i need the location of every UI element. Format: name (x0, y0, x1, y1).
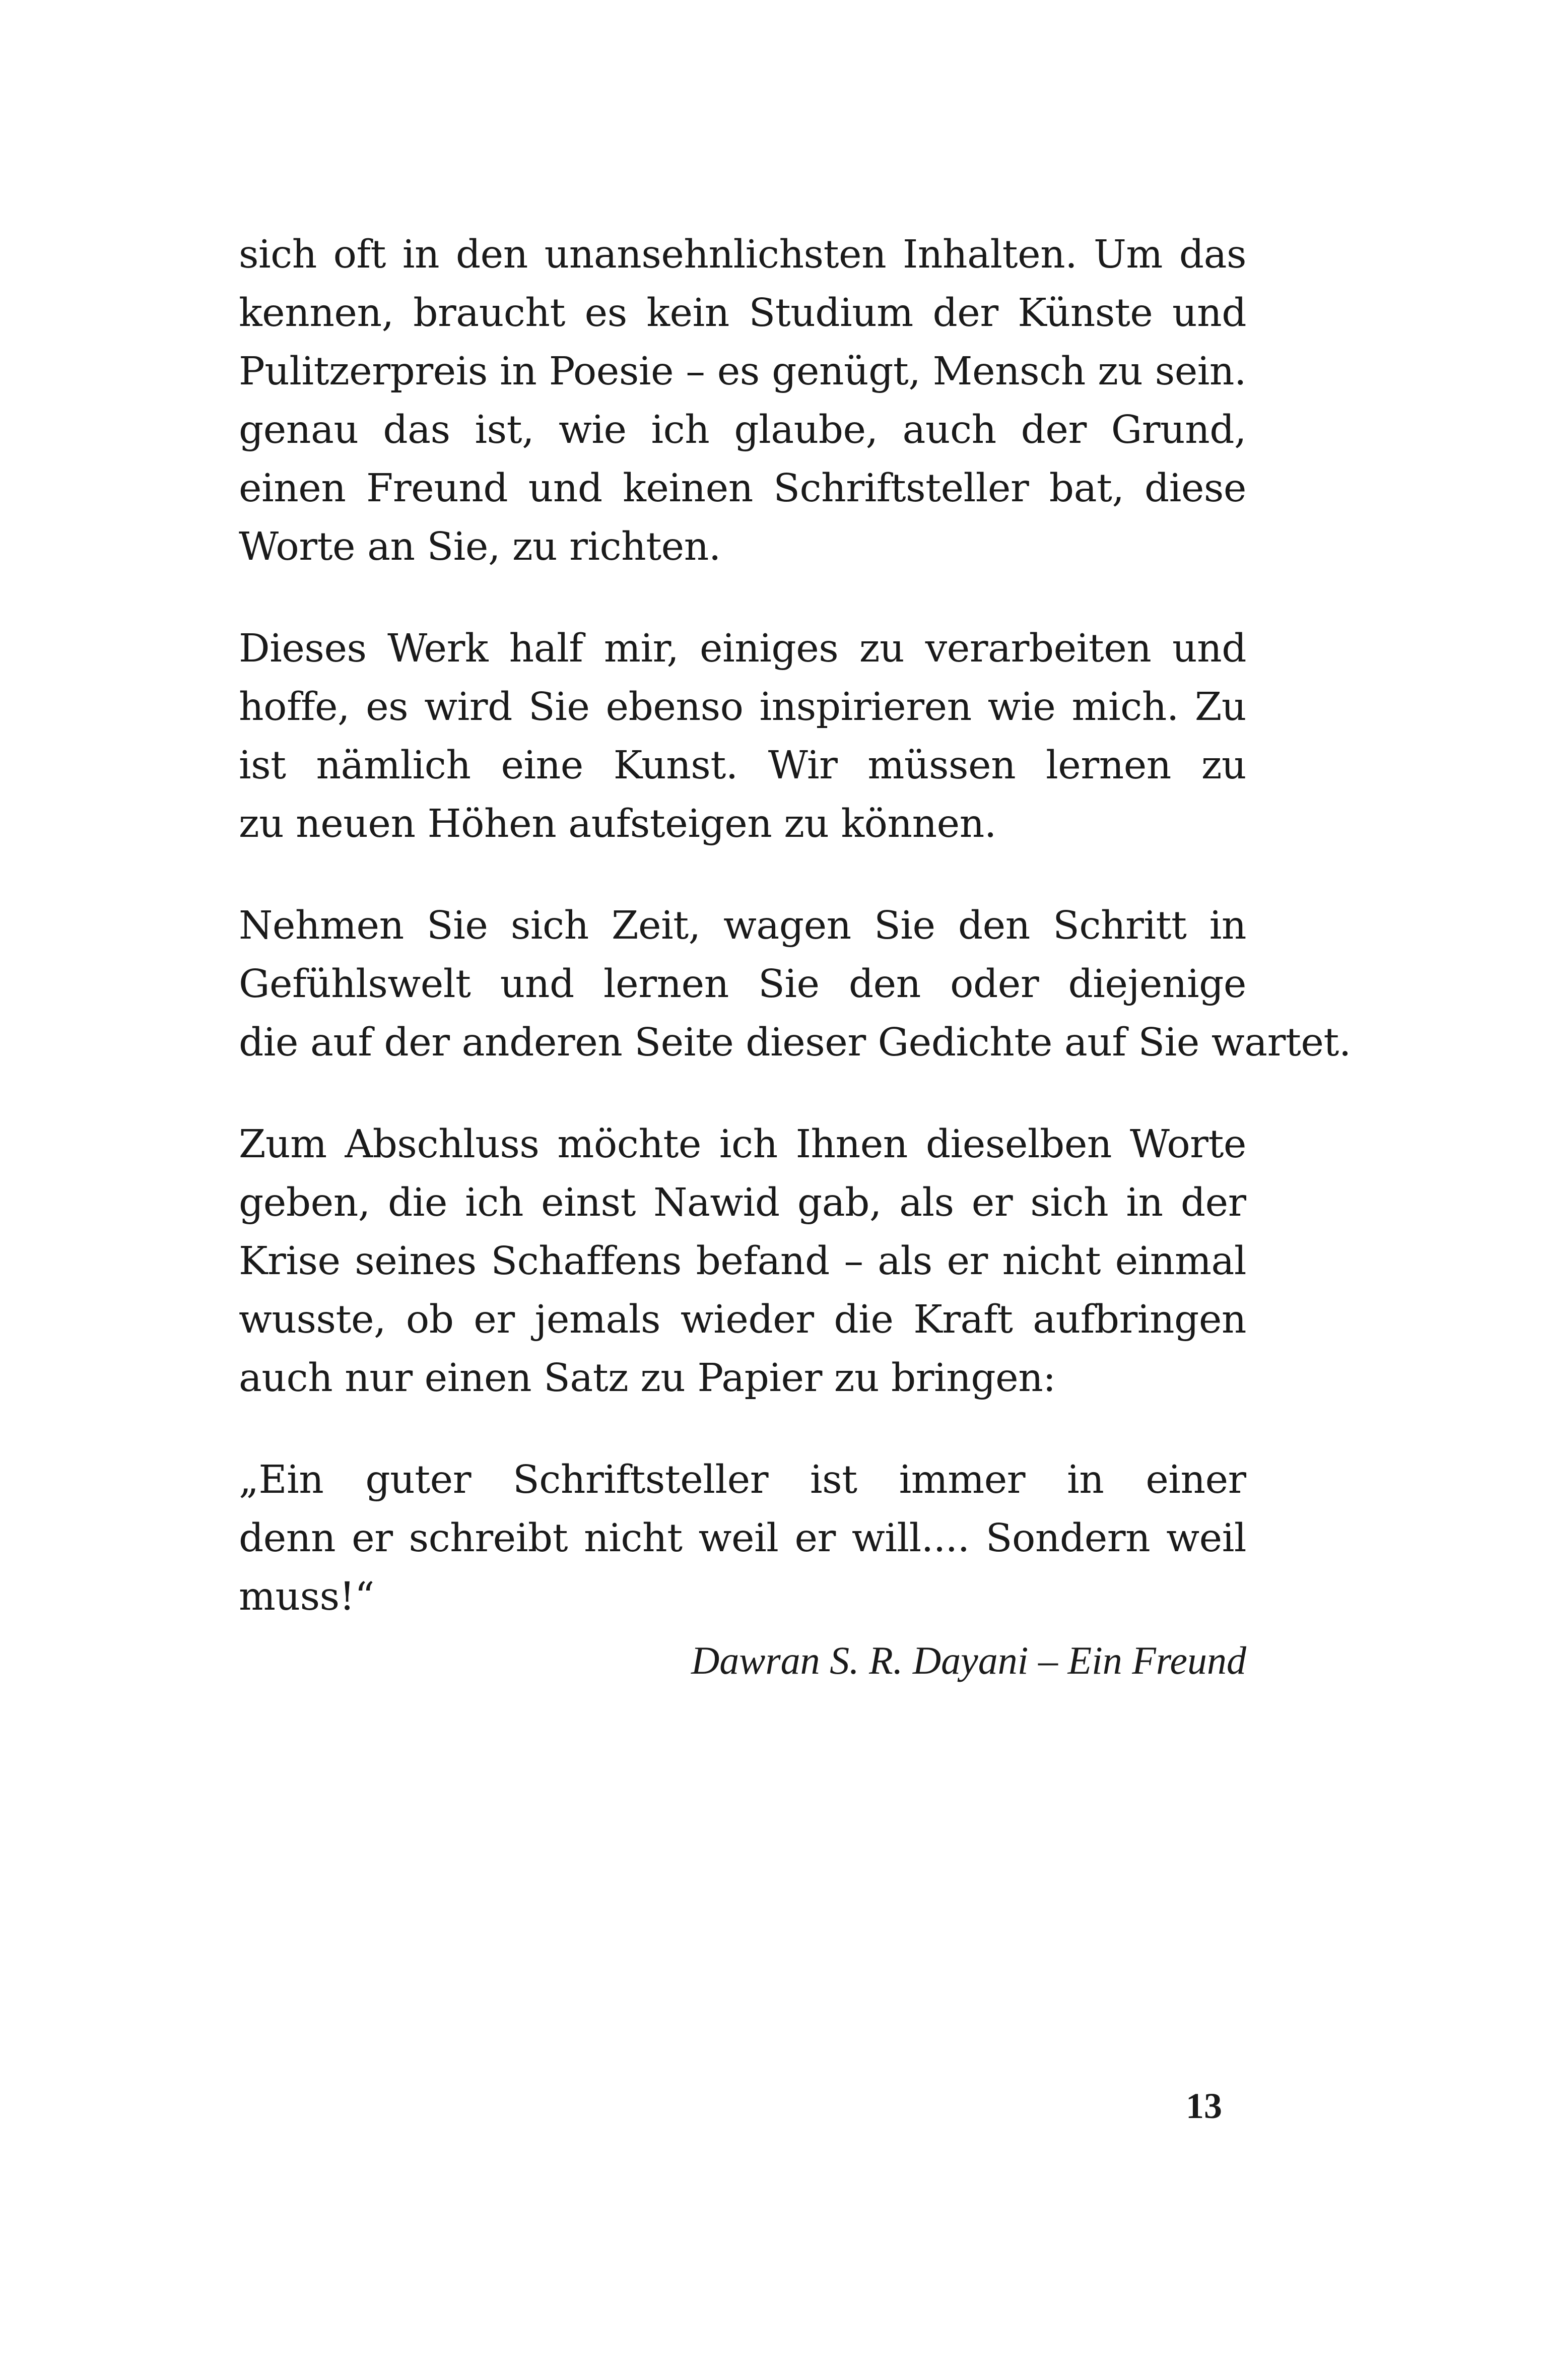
text-line: sich oft in den unansehnlichsten Inhalten. Um das (239, 232, 1246, 277)
text-line: „Ein guter Schriftsteller ist immer in einer (239, 1458, 1246, 1502)
text-line: zu neuen Höhen aufsteigen zu können. (239, 802, 996, 846)
text-line: Krise seines Schaffens befand – als er nicht einmal (239, 1239, 1246, 1284)
text-line: genau das ist, wie ich glaube, auch der Grund, (239, 408, 1246, 452)
text-line: die auf der anderen Seite dieser Gedichte auf Sie wartet. (239, 1020, 1351, 1065)
text-line: hoffe, es wird Sie ebenso inspirieren wie mich. Zu (239, 685, 1246, 730)
text-line: geben, die ich einst Nawid gab, als er sich in der (239, 1180, 1246, 1225)
text-line: Pulitzerpreis in Poesie – es genügt, Mensch zu sein. (239, 349, 1246, 394)
quote-paragraph (239, 1451, 1246, 1626)
author-signature: Dawran S. R. Dayani – Ein Freund (691, 1638, 1246, 1682)
text-line: Nehmen Sie sich Zeit, wagen Sie den Schritt in (239, 903, 1246, 948)
paragraph-4 (239, 1115, 1246, 1408)
text-line: Dieses Werk half mir, einiges zu verarbeiten und (239, 626, 1246, 671)
paragraph-1 (239, 226, 1246, 576)
text-line: Zum Abschluss möchte ich Ihnen dieselben Worte (239, 1122, 1246, 1167)
text-line: Gefühlswelt und lernen Sie den oder diejenige (239, 962, 1246, 1007)
text-line: muss!“ (239, 1574, 374, 1619)
paragraph-2 (239, 620, 1246, 853)
paragraph-3 (239, 897, 1351, 1072)
text-line: kennen, braucht es kein Studium der Künste und (239, 291, 1246, 336)
text-line: Worte an Sie, zu richten. (239, 524, 721, 569)
text-line: denn er schreibt nicht weil er will.... Sondern weil (239, 1516, 1246, 1561)
text-line: ist nämlich eine Kunst. Wir müssen lernen zu (239, 743, 1246, 788)
page-number: 13 (1186, 2086, 1222, 2126)
text-line: auch nur einen Satz zu Papier zu bringen: (239, 1356, 1056, 1401)
body-text (239, 226, 1351, 1626)
text-line: wusste, ob er jemals wieder die Kraft aufbringen (239, 1297, 1246, 1342)
text-line: einen Freund und keinen Schriftsteller bat, diese (239, 466, 1246, 511)
